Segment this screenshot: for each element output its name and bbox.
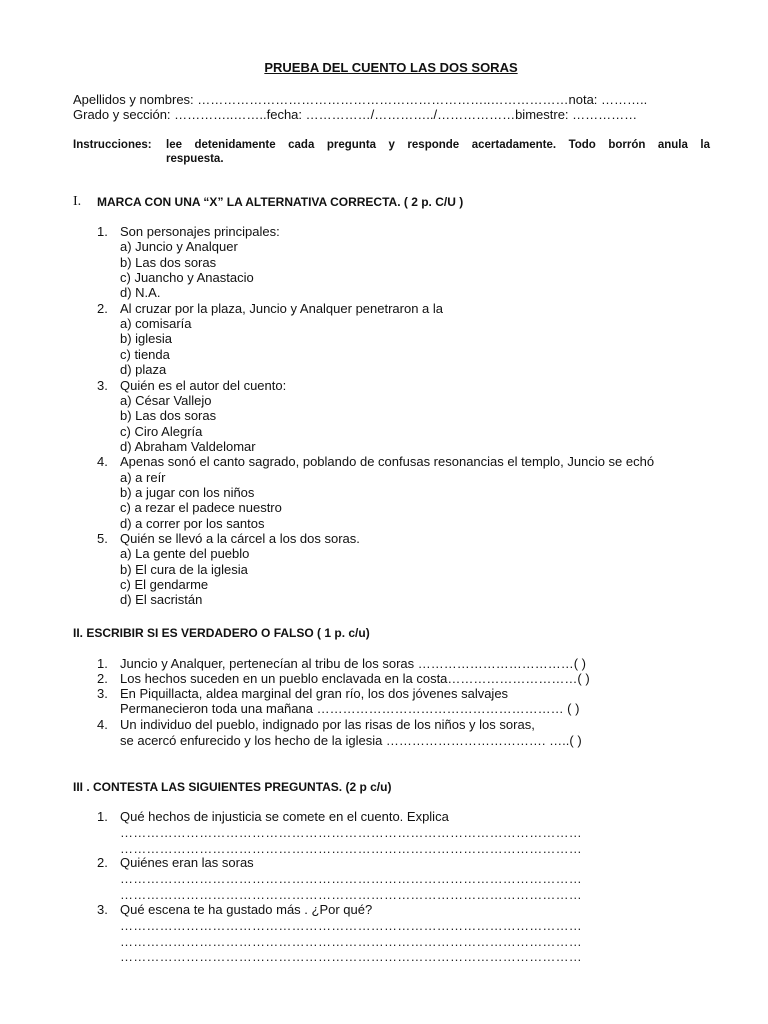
- answer-line: ……………………………………………………………………………………………: [120, 949, 582, 964]
- answer-line: ……………………………………………………………………………………………: [120, 871, 582, 886]
- answer-option: b) Las dos soras: [120, 408, 217, 424]
- answer-option: d) a correr por los santos: [120, 515, 265, 531]
- question-number: 1.: [97, 224, 108, 239]
- statement-text: En Piquillacta, aldea marginal del gran río, los dos jóvenes salvajes: [120, 686, 509, 701]
- answer-option: a) Juncio y Analquer: [120, 239, 238, 255]
- answer-line: ……………………………………………………………………………………………: [120, 886, 582, 902]
- question-text: Son personajes principales:: [120, 224, 280, 239]
- question-text: Quiénes eran las soras: [120, 855, 254, 870]
- statement-number: 2.: [97, 671, 108, 686]
- question-text: Qué escena te ha gustado más . ¿Por qué?: [120, 902, 373, 917]
- answer-option: c) Juancho y Anastacio: [120, 270, 254, 286]
- statement-text: Un individuo del pueblo, indignado por las risas de los niños y los soras,: [120, 717, 535, 732]
- question-number: 3.: [97, 902, 108, 917]
- instructions-text-cont: respuesta.: [166, 153, 224, 165]
- answer-option: c) Ciro Alegría: [120, 423, 203, 439]
- answer-option: a) La gente del pueblo: [120, 546, 250, 562]
- section1-numeral: I.: [73, 194, 82, 209]
- question-number: 4.: [97, 454, 108, 470]
- question-text: Quién se llevó a la cárcel a los dos soras.: [120, 531, 360, 546]
- question-number: 2.: [97, 855, 108, 870]
- answer-option: d) N.A.: [120, 285, 161, 301]
- answer-option: d) Abraham Valdelomar: [120, 438, 256, 454]
- answer-option: b) Las dos soras: [120, 254, 217, 270]
- question-text: Apenas sonó el canto sagrado, poblando de confusas resonancias el templo, Juncio se echó: [120, 454, 655, 470]
- answer-option: d) El sacristán: [120, 592, 203, 608]
- answer-option: a) César Vallejo: [120, 392, 212, 408]
- question-number: 3.: [97, 377, 108, 393]
- statement-text: Juncio y Analquer, pertenecían al tribu de los soras ………………………………( ): [120, 656, 587, 671]
- answer-option: b) a jugar con los niños: [120, 484, 255, 500]
- answer-line: ……………………………………………………………………………………………: [120, 840, 582, 856]
- question-number: 2.: [97, 300, 108, 316]
- question-text: Al cruzar por la plaza, Juncio y Analquer penetraron a la: [120, 300, 444, 316]
- answer-option: a) a reír: [120, 469, 166, 485]
- question-number: 1.: [97, 809, 108, 824]
- statement-number: 1.: [97, 656, 108, 671]
- instructions-label: Instrucciones:: [73, 139, 152, 151]
- statement-number: 4.: [97, 717, 108, 732]
- answer-option: c) tienda: [120, 346, 170, 362]
- answer-option: d) plaza: [120, 362, 167, 378]
- name-grade-line: Apellidos y nombres: …………………………………………………………..………………nota: ………..: [73, 92, 648, 107]
- answer-option: c) El gendarme: [120, 577, 209, 593]
- section-date-line: Grado y sección: …………..……..fecha: ……………/…………../………………bimestre: ……………: [73, 107, 638, 122]
- answer-option: b) iglesia: [120, 331, 173, 347]
- statement-number: 3.: [97, 686, 108, 701]
- answer-line: ……………………………………………………………………………………………: [120, 933, 582, 949]
- statement-text: Permanecieron toda una mañana ………………………………………………… ( ): [120, 701, 580, 716]
- instructions-text: lee detenidamente cada pregunta y responde acertadamente. Todo borrón anula la: [166, 139, 710, 151]
- answer-line: ……………………………………………………………………………………………: [120, 918, 582, 933]
- section3-heading: III . CONTESTA LAS SIGUIENTES PREGUNTAS. (2 p c/u): [73, 780, 392, 794]
- answer-option: a) comisaría: [120, 316, 192, 332]
- answer-line: ……………………………………………………………………………………………: [120, 825, 582, 840]
- question-text: Qué hechos de injusticia se comete en el cuento. Explica: [120, 809, 449, 824]
- section2-heading: II. ESCRIBIR SI ES VERDADERO O FALSO ( 1 p. c/u): [73, 626, 370, 640]
- answer-option: c) a rezar el padece nuestro: [120, 500, 282, 516]
- answer-option: b) El cura de la iglesia: [120, 561, 248, 577]
- question-text: Quién es el autor del cuento:: [120, 377, 287, 393]
- question-number: 5.: [97, 531, 108, 546]
- statement-text: se acercó enfurecido y los hecho de la iglesia ………………………………. …..( ): [120, 733, 582, 748]
- section1-heading: MARCA CON UNA “X” LA ALTERNATIVA CORRECTA. ( 2 p. C/U ): [97, 195, 464, 209]
- statement-text: Los hechos suceden en un pueblo enclavada en la costa…………………………( ): [120, 671, 590, 686]
- page-title: PRUEBA DEL CUENTO LAS DOS SORAS: [264, 60, 518, 75]
